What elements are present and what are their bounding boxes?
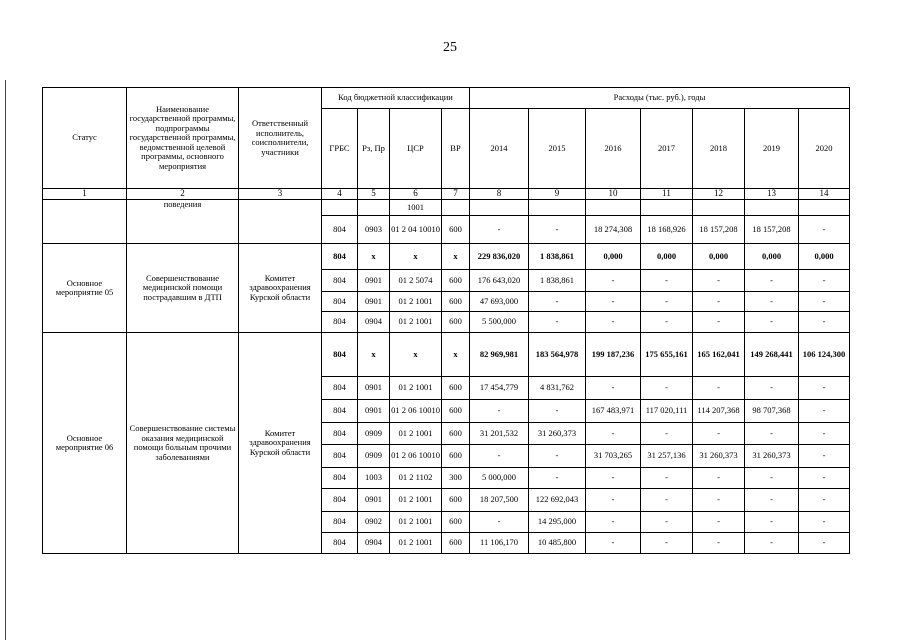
grbs-cell: 804 [322, 445, 358, 468]
value-2015: - [529, 468, 586, 489]
value-2018: - [693, 533, 745, 554]
table-row [43, 200, 850, 216]
grbs-cell: 804 [322, 423, 358, 445]
grbs-cell [322, 200, 358, 216]
csr-cell: 1001 [390, 200, 442, 216]
vr-cell: 600 [442, 216, 470, 244]
value-2019: - [745, 533, 799, 554]
csr-cell: x [390, 244, 442, 270]
value-2015: 1 838,861 [529, 244, 586, 270]
vr-cell: 600 [442, 445, 470, 468]
value-2017: 0,000 [641, 244, 693, 270]
value-2015: 183 564,978 [529, 333, 586, 377]
value-2017: - [641, 423, 693, 445]
value-2015: - [529, 445, 586, 468]
value-2020: 106 124,300 [799, 333, 850, 377]
value-2018: - [693, 489, 745, 512]
value-2018: - [693, 468, 745, 489]
value-2020: - [799, 400, 850, 423]
value-2015: 31 260,373 [529, 423, 586, 445]
program-name-cell: Совершенствование системы оказания медицинской помощи больным прочими заболеваниями [127, 333, 239, 554]
page-number: 25 [443, 40, 457, 55]
value-2014: 11 106,170 [470, 533, 529, 554]
value-2014: 229 836,020 [470, 244, 529, 270]
value-2014: - [470, 400, 529, 423]
value-2016: 31 703,265 [586, 445, 641, 468]
rzpr-cell: 0901 [358, 292, 390, 312]
value-2016: 199 187,236 [586, 333, 641, 377]
status-cell: Основное мероприятие 06 [43, 333, 127, 554]
value-2014: 17 454,779 [470, 377, 529, 400]
header-year-2015: 2015 [529, 109, 586, 189]
value-2018 [693, 200, 745, 216]
vr-cell: 600 [442, 533, 470, 554]
csr-cell: 01 2 1001 [390, 312, 442, 333]
vr-cell [442, 200, 470, 216]
column-number: 12 [693, 189, 745, 200]
value-2015: 14 295,000 [529, 512, 586, 533]
header-status: Статус [43, 88, 127, 189]
value-2015: 10 485,800 [529, 533, 586, 554]
grbs-cell: 804 [322, 377, 358, 400]
value-2017: - [641, 468, 693, 489]
rzpr-cell: 1003 [358, 468, 390, 489]
value-2017: - [641, 377, 693, 400]
value-2019: 98 707,368 [745, 400, 799, 423]
vr-cell: 600 [442, 512, 470, 533]
value-2018: 31 260,373 [693, 445, 745, 468]
header-year-2020: 2020 [799, 109, 850, 189]
value-2019: - [745, 377, 799, 400]
column-number: 9 [529, 189, 586, 200]
value-2014: - [470, 445, 529, 468]
value-2015 [529, 200, 586, 216]
budget-table [42, 87, 850, 554]
vr-cell: 300 [442, 468, 470, 489]
grbs-cell: 804 [322, 216, 358, 244]
value-2017: 18 168,926 [641, 216, 693, 244]
value-2020: - [799, 312, 850, 333]
column-number: 14 [799, 189, 850, 200]
value-2014: 5 500,000 [470, 312, 529, 333]
value-2020: - [799, 445, 850, 468]
grbs-cell: 804 [322, 489, 358, 512]
grbs-cell: 804 [322, 312, 358, 333]
value-2019: - [745, 468, 799, 489]
rzpr-cell: 0902 [358, 512, 390, 533]
csr-cell: 01 2 1001 [390, 489, 442, 512]
value-2016: - [586, 423, 641, 445]
grbs-cell: 804 [322, 244, 358, 270]
value-2020: - [799, 533, 850, 554]
value-2020: - [799, 377, 850, 400]
vr-cell: x [442, 333, 470, 377]
value-2016: - [586, 468, 641, 489]
value-2019: - [745, 423, 799, 445]
program-name-cell: поведения [127, 200, 239, 244]
responsible-cell [239, 200, 322, 244]
grbs-cell: 804 [322, 512, 358, 533]
value-2019: - [745, 292, 799, 312]
value-2019: 18 157,208 [745, 216, 799, 244]
value-2017: - [641, 292, 693, 312]
value-2016: - [586, 512, 641, 533]
value-2014: 82 969,981 [470, 333, 529, 377]
value-2015: 1 838,861 [529, 270, 586, 292]
column-number: 4 [322, 189, 358, 200]
vr-cell: 600 [442, 312, 470, 333]
value-2016: - [586, 312, 641, 333]
header-csr: ЦСР [390, 109, 442, 189]
vr-cell: 600 [442, 292, 470, 312]
value-2019 [745, 200, 799, 216]
value-2020 [799, 200, 850, 216]
value-2018: - [693, 423, 745, 445]
rzpr-cell: 0901 [358, 270, 390, 292]
responsible-cell: Комитет здравоохранения Курской области [239, 244, 322, 333]
grbs-cell: 804 [322, 400, 358, 423]
header-rzpr: Рз, Пр [358, 109, 390, 189]
csr-cell: 01 2 1102 [390, 468, 442, 489]
header-program-name: Наименование государственной программы, подпрограммы государственной программы, ведомственной целевой программы, основного мероприятия [127, 88, 239, 189]
value-2018: - [693, 377, 745, 400]
value-2019: 31 260,373 [745, 445, 799, 468]
value-2015: - [529, 312, 586, 333]
value-2016: 0,000 [586, 244, 641, 270]
value-2016: 167 483,971 [586, 400, 641, 423]
value-2015: 122 692,043 [529, 489, 586, 512]
header-expenses: Расходы (тыс. руб.), годы [470, 88, 850, 109]
value-2014 [470, 200, 529, 216]
vr-cell: 600 [442, 489, 470, 512]
column-number: 6 [390, 189, 442, 200]
csr-cell: 01 2 04 10010 [390, 216, 442, 244]
value-2020: - [799, 489, 850, 512]
rzpr-cell: 0901 [358, 400, 390, 423]
header-year-2019: 2019 [745, 109, 799, 189]
value-2017: - [641, 489, 693, 512]
vr-cell: x [442, 244, 470, 270]
column-number: 8 [470, 189, 529, 200]
value-2017: 31 257,136 [641, 445, 693, 468]
grbs-cell: 804 [322, 333, 358, 377]
program-name-cell: Совершенствование медицинской помощи пострадавшим в ДТП [127, 244, 239, 333]
value-2014: 18 207,500 [470, 489, 529, 512]
csr-cell: 01 2 06 10010 [390, 400, 442, 423]
value-2020: - [799, 423, 850, 445]
value-2020: - [799, 512, 850, 533]
value-2017: - [641, 312, 693, 333]
value-2020: - [799, 270, 850, 292]
column-number: 7 [442, 189, 470, 200]
rzpr-cell: 0904 [358, 312, 390, 333]
value-2014: - [470, 216, 529, 244]
value-2014: 176 643,020 [470, 270, 529, 292]
value-2018: 0,000 [693, 244, 745, 270]
rzpr-cell: 0904 [358, 533, 390, 554]
header-budget-code: Код бюджетной классификации [322, 88, 470, 109]
rzpr-cell: 0901 [358, 377, 390, 400]
csr-cell: 01 2 1001 [390, 377, 442, 400]
value-2020: - [799, 468, 850, 489]
vr-cell: 600 [442, 400, 470, 423]
value-2019: - [745, 270, 799, 292]
header-grbs: ГРБС [322, 109, 358, 189]
value-2017: 175 655,161 [641, 333, 693, 377]
value-2014: - [470, 512, 529, 533]
value-2019: - [745, 312, 799, 333]
value-2018: - [693, 292, 745, 312]
table-row [43, 244, 850, 270]
value-2015: 4 831,762 [529, 377, 586, 400]
value-2016: - [586, 377, 641, 400]
value-2019: 0,000 [745, 244, 799, 270]
value-2015: - [529, 292, 586, 312]
value-2019: - [745, 512, 799, 533]
value-2017 [641, 200, 693, 216]
csr-cell: 01 2 1001 [390, 533, 442, 554]
value-2016: - [586, 489, 641, 512]
grbs-cell: 804 [322, 468, 358, 489]
column-number: 3 [239, 189, 322, 200]
value-2016 [586, 200, 641, 216]
rzpr-cell: 0903 [358, 216, 390, 244]
header-vr: ВР [442, 109, 470, 189]
header-year-2018: 2018 [693, 109, 745, 189]
column-number: 5 [358, 189, 390, 200]
value-2016: - [586, 270, 641, 292]
value-2018: 18 157,208 [693, 216, 745, 244]
value-2016: 18 274,308 [586, 216, 641, 244]
value-2018: 165 162,041 [693, 333, 745, 377]
value-2016: - [586, 292, 641, 312]
value-2017: - [641, 512, 693, 533]
value-2018: - [693, 512, 745, 533]
vr-cell: 600 [442, 377, 470, 400]
status-cell: Основное мероприятие 05 [43, 244, 127, 333]
csr-cell: 01 2 1001 [390, 292, 442, 312]
csr-cell: 01 2 06 10010 [390, 445, 442, 468]
csr-cell: 01 2 1001 [390, 512, 442, 533]
csr-cell: 01 2 5074 [390, 270, 442, 292]
value-2016: - [586, 533, 641, 554]
value-2017: - [641, 533, 693, 554]
grbs-cell: 804 [322, 292, 358, 312]
column-number: 11 [641, 189, 693, 200]
header-year-2016: 2016 [586, 109, 641, 189]
rzpr-cell: 0909 [358, 445, 390, 468]
header-year-2014: 2014 [470, 109, 529, 189]
responsible-cell: Комитет здравоохранения Курской области [239, 333, 322, 554]
column-number: 1 [43, 189, 127, 200]
column-number: 10 [586, 189, 641, 200]
value-2014: 5 000,000 [470, 468, 529, 489]
rzpr-cell: x [358, 244, 390, 270]
vr-cell: 600 [442, 270, 470, 292]
status-cell [43, 200, 127, 244]
column-number: 2 [127, 189, 239, 200]
header-year-2017: 2017 [641, 109, 693, 189]
value-2020: 0,000 [799, 244, 850, 270]
grbs-cell: 804 [322, 270, 358, 292]
grbs-cell: 804 [322, 533, 358, 554]
vr-cell: 600 [442, 423, 470, 445]
rzpr-cell [358, 200, 390, 216]
page-edge-rule [5, 80, 6, 640]
value-2017: 117 020,111 [641, 400, 693, 423]
csr-cell: 01 2 1001 [390, 423, 442, 445]
value-2015: - [529, 216, 586, 244]
value-2018: - [693, 312, 745, 333]
value-2020: - [799, 292, 850, 312]
value-2018: 114 207,368 [693, 400, 745, 423]
value-2019: - [745, 489, 799, 512]
rzpr-cell: 0901 [358, 489, 390, 512]
value-2015: - [529, 400, 586, 423]
value-2018: - [693, 270, 745, 292]
column-number: 13 [745, 189, 799, 200]
csr-cell: x [390, 333, 442, 377]
value-2014: 31 201,532 [470, 423, 529, 445]
rzpr-cell: 0909 [358, 423, 390, 445]
header-responsible: Ответственный исполнитель, соисполнители, участники [239, 88, 322, 189]
table-row [43, 333, 850, 377]
rzpr-cell: x [358, 333, 390, 377]
value-2019: 149 268,441 [745, 333, 799, 377]
value-2017: - [641, 270, 693, 292]
value-2014: 47 693,000 [470, 292, 529, 312]
value-2020: - [799, 216, 850, 244]
